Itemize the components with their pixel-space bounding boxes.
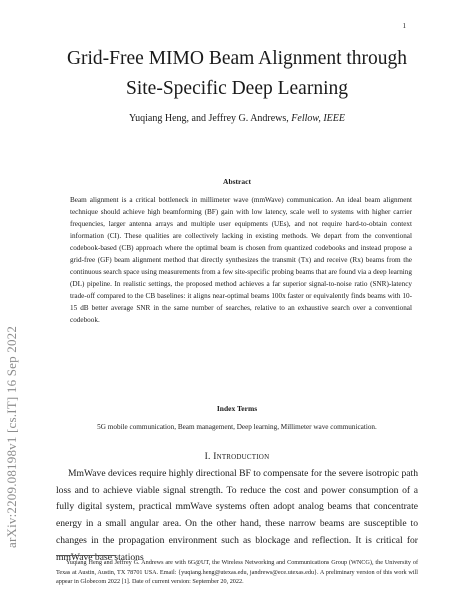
introduction-paragraph: MmWave devices require highly directional BF to compensate for the severe isotropic path loss and to achieve viable signal strength. To reduce the cost and power consumption of a fully digital system, practical mmWave systems often adopt analog beams that concentrate energy in a small angular area. On the other hand, these narrow beams are susceptible to changes in the propagation environment such as blockage and reflection. It is critical for mmWave base stations bbox=[56, 468, 418, 563]
abstract-body: Beam alignment is a critical bottleneck in millimeter wave (mmWave) communication. An ideal beam alignment technique should achieve high beamforming (BF) gain with low latency, scale well to systems with higher carrier frequencies, larger antenna arrays and multiple user equipments (UEs), and not require hard-to-obtain context information (CI). These qualities are collectively lacking in existing methods. We depart from the conventional codebook-based (CB) approach where the optimal beam is chosen from quantized codebooks and instead propose a grid-free (GF) beam alignment method that directly synthesizes the transmit (Tx) and receive (Rx) beams from the continuous search space using measurements from a few site-specific probing beams that are found via a deep learning (DL) pipeline. In realistic settings, the proposed method achieves a far superior signal-to-noise ratio (SNR)-latency trade-off compared to the CB baselines: it aligns near-optimal beams 100x faster or equivalently finds beams with 10-15 dB better average SNR in the same number of searches, relative to an exhaustive search over a conventional codebook. bbox=[70, 196, 412, 325]
section-title: Introduction bbox=[213, 452, 270, 462]
abstract-heading: Abstract bbox=[223, 177, 251, 186]
arxiv-stamp: arXiv:2209.08198v1 [cs.IT] 16 Sep 2022 bbox=[4, 325, 19, 548]
author-line bbox=[0, 113, 474, 124]
footnote: Yuqiang Heng and Jeffrey G. Andrews are with 6G@UT, the Wireless Networking and Communications Group (WNCG), the University of Texas at Austin, Austin, TX 78701 USA. Email: {yuqiang.heng@utexas.edu, jandrews@ece.utexas.edu}. A preliminary version of this work will appear in Globecom 2022 [1]. Date of current version: September 20, 2022. bbox=[56, 559, 418, 586]
section-numeral: I. bbox=[204, 452, 211, 462]
footnote-rule bbox=[56, 555, 116, 556]
title-line-2: Site-Specific Deep Learning bbox=[126, 78, 348, 99]
title-line-1: Grid-Free MIMO Beam Alignment through bbox=[66, 48, 408, 69]
paper-title bbox=[0, 44, 474, 104]
index-terms-text: 5G mobile communication, Beam management, Deep learning, Millimeter wave communication. bbox=[97, 423, 377, 431]
author-names: Yuqiang Heng, and Jeffrey G. Andrews, bbox=[129, 113, 289, 124]
index-terms-heading: Index Terms bbox=[216, 404, 258, 413]
author-fellow-designation: Fellow, IEEE bbox=[291, 113, 345, 124]
section-heading-introduction bbox=[0, 452, 474, 462]
page-number: 1 bbox=[402, 22, 406, 30]
